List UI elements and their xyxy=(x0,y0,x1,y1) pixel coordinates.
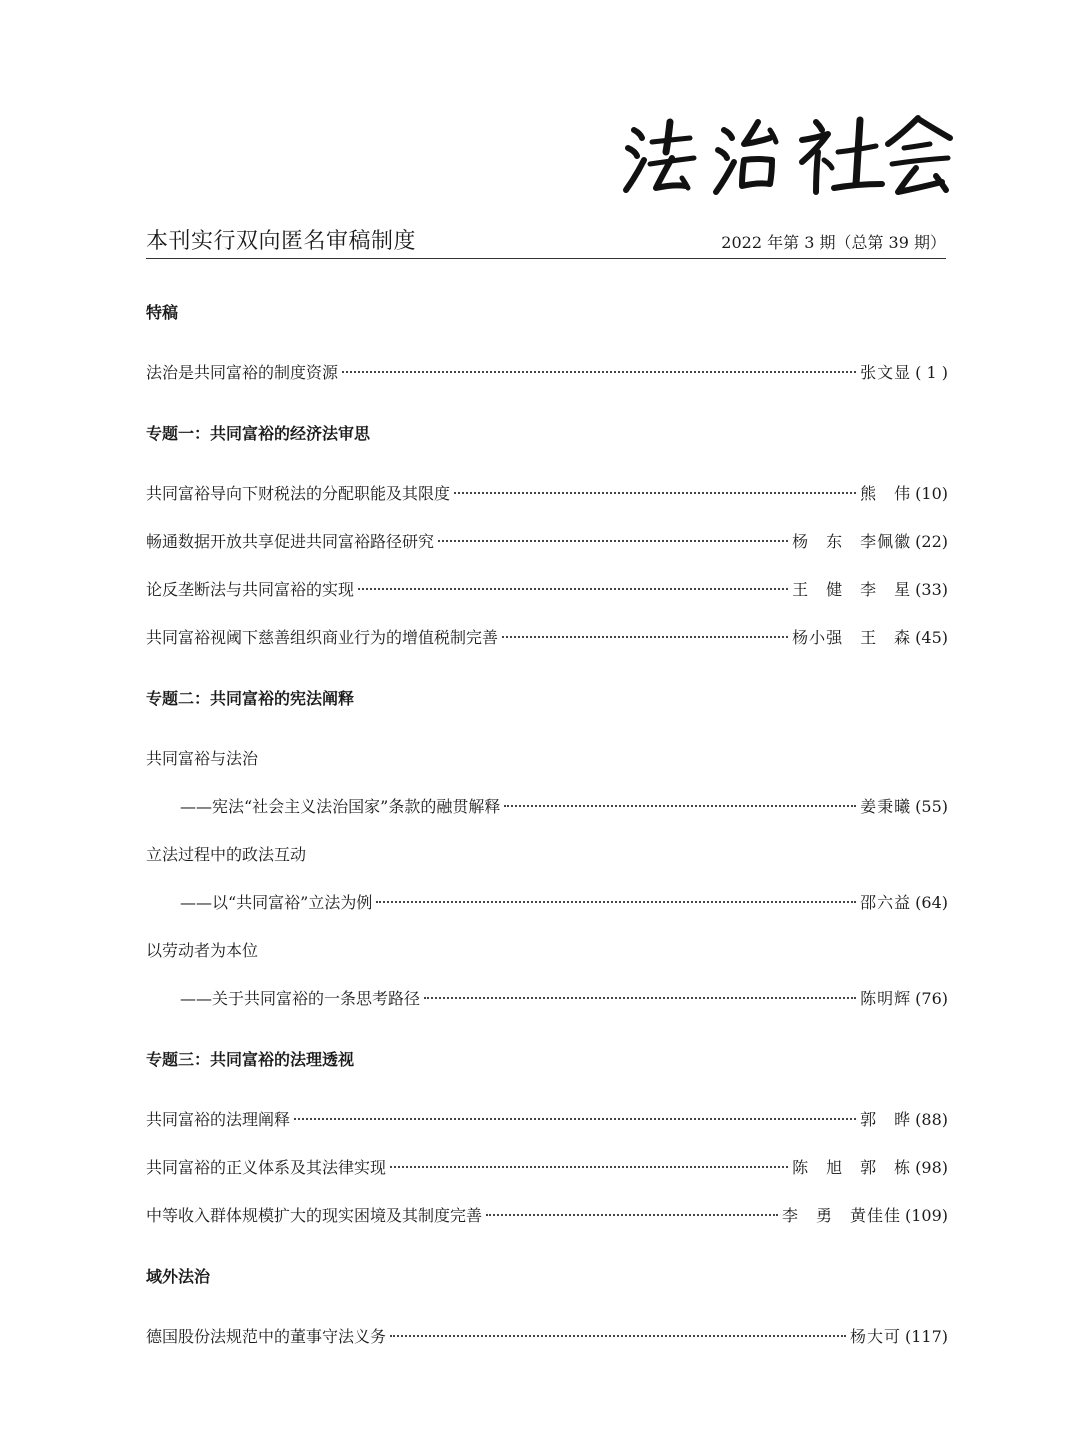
entry-title: 论反垄断法与共同富裕的实现 xyxy=(146,580,355,599)
entry-authors: 张文显 xyxy=(860,363,912,382)
dot-leader xyxy=(424,997,856,999)
entry-page: (88) xyxy=(915,1110,948,1129)
dot-leader xyxy=(502,636,788,638)
entry-authors: 杨大可 xyxy=(849,1327,901,1346)
dot-leader xyxy=(376,901,856,903)
entry-title: 法治是共同富裕的制度资源 xyxy=(146,363,339,382)
toc-entry[interactable] xyxy=(146,481,948,503)
section-heading: 专题三：共同富裕的法理透视 xyxy=(146,1050,355,1069)
entry-page: (117) xyxy=(904,1327,948,1346)
entry-page: (22) xyxy=(915,532,948,551)
entry-title[interactable]: 共同富裕与法治 xyxy=(146,749,259,768)
entry-authors: 陈明辉 xyxy=(860,989,912,1008)
section-heading: 专题一：共同富裕的经济法审思 xyxy=(146,424,371,443)
entry-authors: 郭 晔 xyxy=(860,1110,912,1129)
dot-leader xyxy=(358,588,788,590)
dot-leader xyxy=(390,1335,846,1337)
entry-page: (33) xyxy=(915,580,948,599)
dot-leader xyxy=(294,1118,856,1120)
issue-number: 2022 年第 3 期（总第 39 期） xyxy=(721,233,946,252)
entry-title: 共同富裕视阈下慈善组织商业行为的增值税制完善 xyxy=(146,628,499,647)
header-bar xyxy=(146,224,946,259)
dot-leader xyxy=(504,805,856,807)
entry-title: 共同富裕的法理阐释 xyxy=(146,1110,291,1129)
calligraphy-logo xyxy=(620,108,960,208)
toc-entry[interactable] xyxy=(146,577,948,599)
toc-entry[interactable] xyxy=(146,1107,948,1129)
entry-authors: 熊 伟 xyxy=(860,484,912,503)
section-heading: 特稿 xyxy=(146,303,179,322)
entry-page: ( 1 ) xyxy=(915,363,948,382)
entry-page: (64) xyxy=(915,893,948,912)
toc-entry[interactable] xyxy=(146,360,948,382)
review-policy: 本刊实行双向匿名审稿制度 xyxy=(146,229,417,254)
dot-leader xyxy=(486,1214,778,1216)
entry-title: 中等收入群体规模扩大的现实困境及其制度完善 xyxy=(146,1206,483,1225)
entry-authors: 李 勇 黄佳佳 xyxy=(781,1206,901,1225)
entry-page: (98) xyxy=(915,1158,948,1177)
entry-title[interactable]: 立法过程中的政法互动 xyxy=(146,845,307,864)
entry-page: (45) xyxy=(915,628,948,647)
entry-page: (109) xyxy=(904,1206,948,1225)
entry-authors: 王 健 李 星 xyxy=(792,580,912,599)
entry-title: 德国股份法规范中的董事守法义务 xyxy=(146,1327,387,1346)
entry-authors: 杨小强 王 森 xyxy=(792,628,912,647)
section-heading: 域外法治 xyxy=(146,1267,211,1286)
entry-title[interactable]: 以劳动者为本位 xyxy=(146,941,259,960)
toc-entry-subtitle[interactable] xyxy=(180,794,948,816)
entry-subtitle: ——以“共同富裕”立法为例 xyxy=(180,893,373,912)
toc-entry[interactable] xyxy=(146,529,948,551)
entry-subtitle: ——关于共同富裕的一条思考路径 xyxy=(180,989,421,1008)
section-heading: 专题二：共同富裕的宪法阐释 xyxy=(146,689,355,708)
entry-subtitle: ——宪法“社会主义法治国家”条款的融贯解释 xyxy=(180,797,501,816)
entry-page: (55) xyxy=(915,797,948,816)
entry-authors: 杨 东 李佩徽 xyxy=(792,532,912,551)
journal-masthead-logo xyxy=(620,108,960,208)
dot-leader xyxy=(438,540,788,542)
toc-entry[interactable] xyxy=(146,1203,948,1225)
entry-authors: 邵六益 xyxy=(860,893,912,912)
entry-authors: 姜秉曦 xyxy=(860,797,912,816)
entry-page: (76) xyxy=(915,989,948,1008)
entry-title: 畅通数据开放共享促进共同富裕路径研究 xyxy=(146,532,435,551)
toc-entry-subtitle[interactable] xyxy=(180,986,948,1008)
entry-page: (10) xyxy=(915,484,948,503)
toc-entry[interactable] xyxy=(146,1155,948,1177)
dot-leader xyxy=(342,371,856,373)
dot-leader xyxy=(390,1166,788,1168)
toc-entry[interactable] xyxy=(146,1324,948,1346)
toc-entry-subtitle[interactable] xyxy=(180,890,948,912)
entry-authors: 陈 旭 郭 栋 xyxy=(792,1158,912,1177)
dot-leader xyxy=(454,492,856,494)
toc-entry[interactable] xyxy=(146,625,948,647)
entry-title: 共同富裕导向下财税法的分配职能及其限度 xyxy=(146,484,451,503)
entry-title: 共同富裕的正义体系及其法律实现 xyxy=(146,1158,387,1177)
